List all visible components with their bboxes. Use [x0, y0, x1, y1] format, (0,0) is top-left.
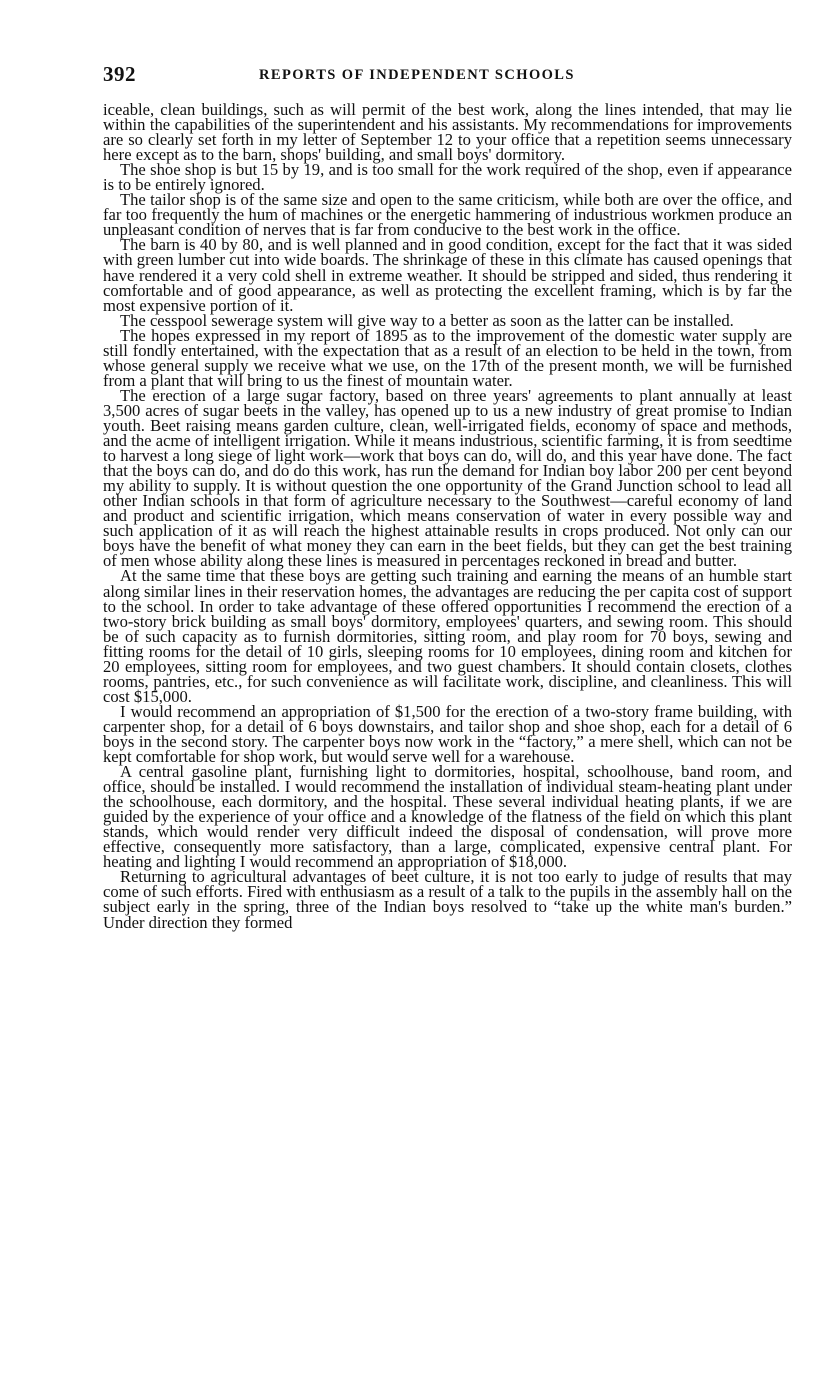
document-page: [103, 62, 792, 930]
paragraph-sugar-factory: The erection of a large sugar factory, based on three years' agreements to plant annually at least 3,500 acres of sugar beets in the valley, has opened up to us a new industry of great promise to Indian youth. Beet raising means garden culture, clean, well-irrigated fields, economy of space and methods, and the acme of intelligent irrigation. While it means industrious, scientific farming, it is from seedtime to harvest a long siege of light work—work that boys can do, will do, and this year have done. The fact that the boys can do, and do do this work, has run the demand for Indian boy labor 200 per cent beyond my ability to supply. It is without question the one opportunity of the Grand Junction school to lead all other Indian schools in that form of agriculture necessary to the Southwest—careful economy of land and product and scientific irrigation, which means conservation of water in every possible way and such application of it as will reach the highest attainable results in crops produced. Not only can our boys have the benefit of what money they can earn in the beet fields, but they can get the best training of men whose ability along these lines is measured in percentages reckoned in bread and butter.: [103, 385, 792, 571]
body-text: [103, 102, 792, 930]
paragraph-barn: The barn is 40 by 80, and is well planned and in good condition, except for the fact that it was sided with green lumber cut into wide boards. The shrinkage of these in this climate has caused openings that have rendered it a very cold shell in extreme weather. It should be stripped and sided, thus rendering it comfortable and of good appearance, as well as protecting the excellent framing, which is by far the most expensive portion of it.: [103, 235, 792, 315]
paragraph-water-supply: The hopes expressed in my report of 1895 as to the improvement of the domestic water supply are still fondly entertained, with the expectation that as a result of an election to be held in the town, from whose general supply we receive what we use, on the 17th of the present month, we will be furnished from a plant that will bring to us the finest of mountain water.: [103, 325, 792, 390]
paragraph-continued: iceable, clean buildings, such as will permit of the best work, along the lines intended, that may lie within the capabilities of the superintendent and his assistants. My recommendations for improvements are so clearly set forth in my letter of September 12 to your office that a repetition seems unnecessary here except as to the barn, shops' building, and small boys' dormitory.: [103, 100, 792, 165]
paragraph-beet-culture: Returning to agricultural advantages of beet culture, it is not too early to judge of results that may come of such efforts. Fired with enthusiasm as a result of a talk to the pupils in the assembly hall on the subject early in the spring, three of the Indian boys resolved to “take up the white man's burden.” Under direction they formed: [103, 867, 792, 932]
paragraph-heating-lighting: A central gasoline plant, furnishing light to dormitories, hospital, schoolhouse, band room, and office, should be installed. I would recommend the installation of individual steam-heating plant under the schoolhouse, each dormitory, and the hospital. These several individual heating plants, if we are guided by the experience of your office and a knowledge of the flatness of the field on which this plant stands, which would render very difficult indeed the disposal of condensation, will prove more effective, consequently more satisfactory, than a large, complicated, expensive central plant. For heating and lighting I would recommend an appropriation of $18,000.: [103, 762, 792, 872]
page-number: 392: [103, 62, 136, 86]
paragraph-tailor-shop: The tailor shop is of the same size and open to the same criticism, while both are over the office, and far too frequently the hum of machines or the energetic hammering of industrious workmen produce an unpleasant condition of nerves that is far from conducive to the best work in the office.: [103, 190, 792, 240]
running-title: REPORTS OF INDEPENDENT SCHOOLS: [259, 67, 575, 83]
running-header: [103, 62, 792, 96]
paragraph-frame-building: I would recommend an appropriation of $1,500 for the erection of a two-story frame building, with carpenter shop, for a detail of 6 boys downstairs, and tailor shop and shoe shop, each for a detail of 6 boys in the second story. The carpenter boys now work in the “factory,” a mere shell, which can not be kept comfortable for shop work, but would serve well for a warehouse.: [103, 701, 792, 767]
paragraph-cesspool: The cesspool sewerage system will give way to a better as soon as the latter can be installed.: [120, 310, 734, 330]
paragraph-shoe-shop: The shoe shop is but 15 by 19, and is too small for the work required of the shop, even if appearance is to be entirely ignored.: [103, 160, 792, 195]
paragraph-brick-building: At the same time that these boys are getting such training and earning the means of an humble start along similar lines in their reservation homes, the advantages are reducing the per capita cost of support to the school. In order to take advantage of these offered opportunities I recommend the erection of a two-story brick building as small boys' dormitory, employees' quarters, and sewing room. This should be of such capacity as to furnish dormitories, sitting room, and play room for 70 boys, sewing and fitting rooms for the detail of 10 girls, sleeping rooms for 10 employees, dining room and kitchen for 20 employees, sitting room for employees, and two guest chambers. It should contain closets, clothes rooms, pantries, etc., for such convenience as will facilitate work, discipline, and cleanliness. This will cost $15,000.: [103, 566, 792, 706]
